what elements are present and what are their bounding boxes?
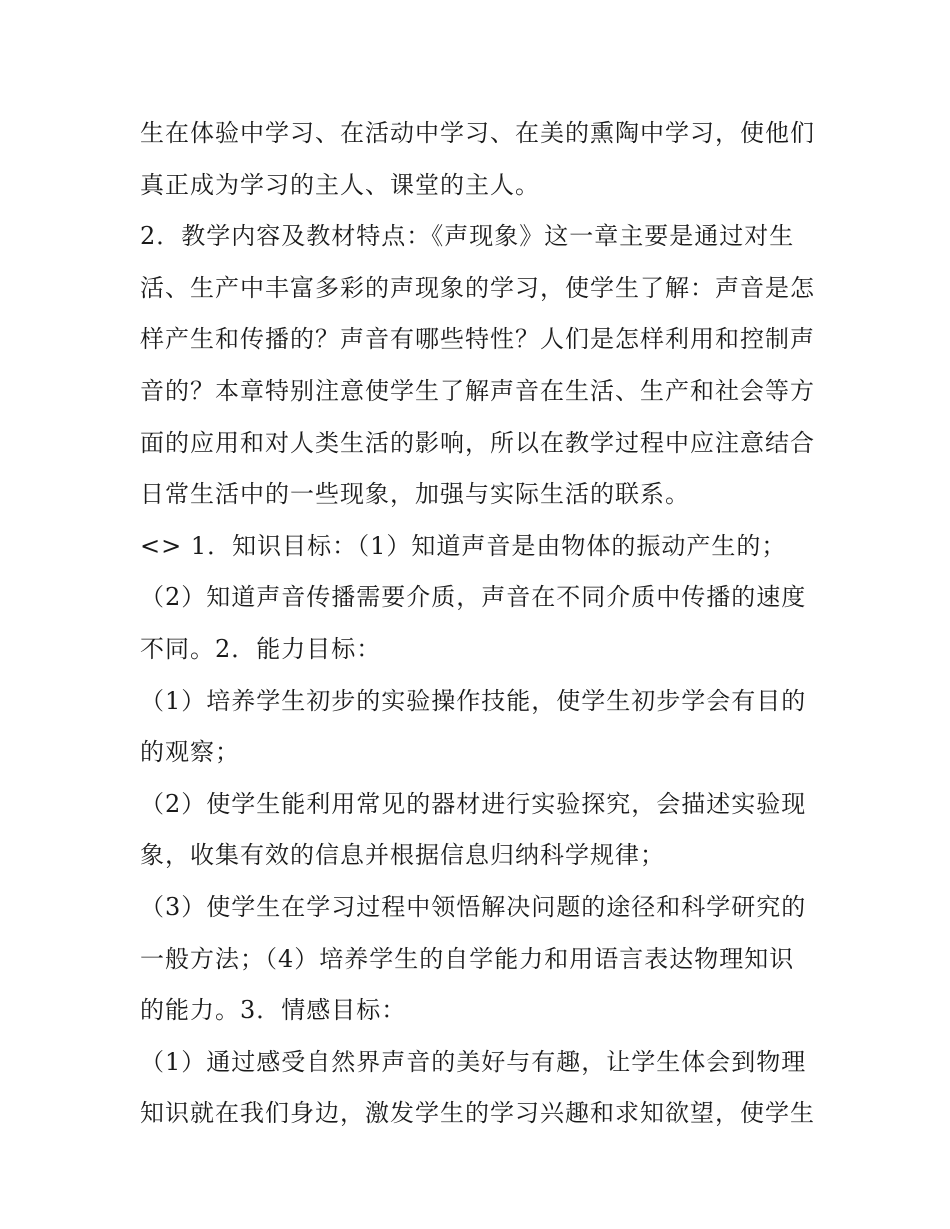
text-line-9: <> 1．知识目标：（1）知道声音是由物体的振动产生的； bbox=[140, 531, 787, 560]
text-line-11: 不同。2．能力目标： bbox=[140, 634, 382, 663]
text-line-17: 一般方法；（4）培养学生的自学能力和用语言表达物理知识 bbox=[140, 944, 795, 973]
text-line-8: 日常生活中的一些现象，加强与实际生活的联系。 bbox=[140, 480, 690, 509]
text-line-20: 知识就在我们身边，激发学生的学习兴趣和求知欲望，使学生 bbox=[140, 1099, 815, 1128]
text-line-15: 象，收集有效的信息并根据信息归纳科学规律； bbox=[140, 841, 665, 870]
text-line-2: 真正成为学习的主人、课堂的主人。 bbox=[140, 170, 540, 199]
text-line-16: （3）使学生在学习过程中领悟解决问题的途径和科学研究的 bbox=[140, 892, 807, 921]
text-line-1: 生在体验中学习、在活动中学习、在美的熏陶中学习，使他们 bbox=[140, 119, 815, 147]
text-line-19: （1）通过感受自然界声音的美好与有趣，让学生体会到物理 bbox=[140, 1047, 807, 1076]
text-line-3: 2．教学内容及教材特点：《声现象》这一章主要是通过对生 bbox=[140, 222, 795, 251]
text-line-13: 的观察； bbox=[140, 738, 240, 767]
body-text bbox=[140, 108, 830, 1140]
text-line-5: 样产生和传播的？声音有哪些特性？人们是怎样利用和控制声 bbox=[140, 325, 815, 354]
text-line-7: 面的应用和对人类生活的影响，所以在教学过程中应注意结合 bbox=[140, 428, 815, 457]
text-line-14: （2）使学生能利用常见的器材进行实验探究，会描述实验现 bbox=[140, 789, 807, 818]
text-line-18: 的能力。3．情感目标： bbox=[140, 996, 407, 1025]
text-line-6: 音的？本章特别注意使学生了解声音在生活、生产和社会等方 bbox=[140, 376, 815, 405]
text-line-12: （1）培养学生初步的实验操作技能，使学生初步学会有目的 bbox=[140, 686, 807, 715]
text-line-4: 活、生产中丰富多彩的声现象的学习，使学生了解：声音是怎 bbox=[140, 273, 815, 302]
text-line-10: （2）知道声音传播需要介质，声音在不同介质中传播的速度 bbox=[140, 583, 807, 612]
